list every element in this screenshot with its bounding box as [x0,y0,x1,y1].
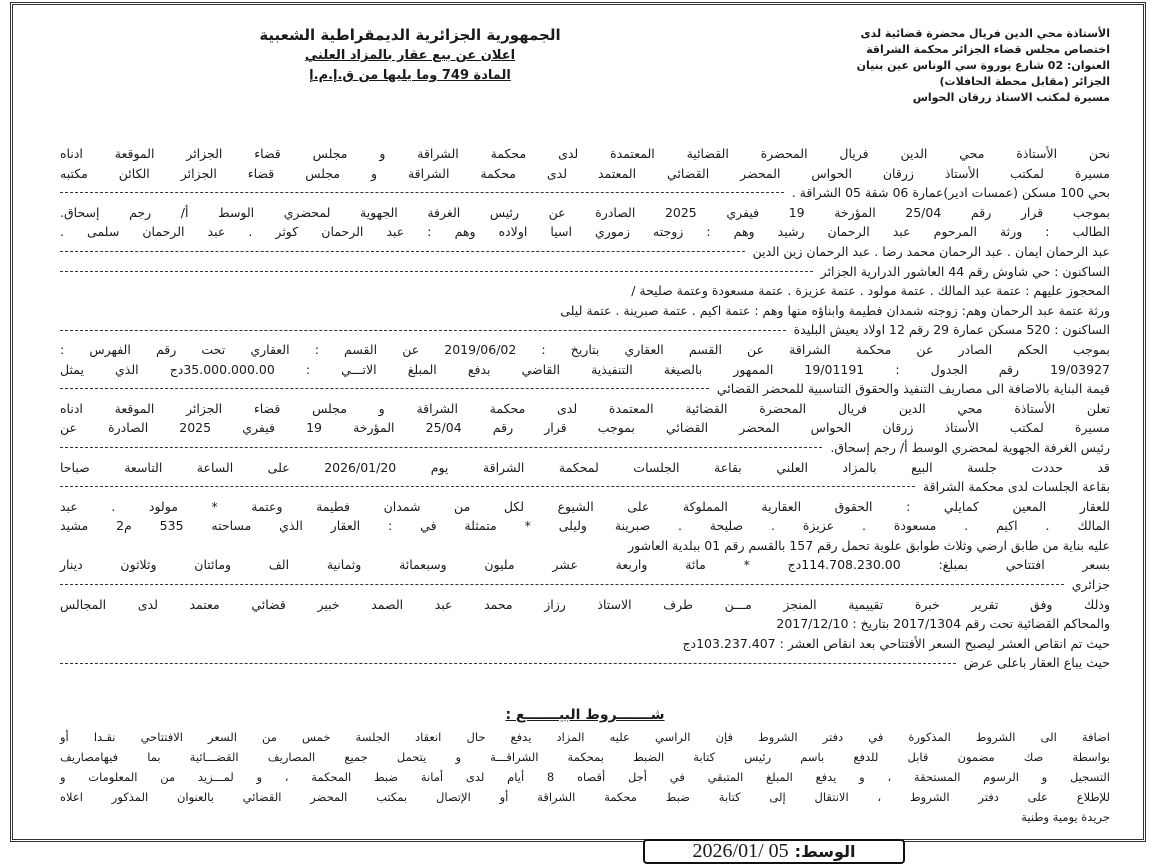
office-line: مسيرة لمكتب الاستاذ زرقان الحواس [912,91,1110,104]
reduced-price-line: حيث تم انقاص العشر ليصبح السعر الأفتتاحي بعد انقاص العشر : 103.237.407دج [682,635,1110,651]
body-line: بموجب الحكم الصادر عن محكمة الشراقة عن القسم العقاري بتاريخ : 2019/06/02 عن القسم : العقاري تحت رقم الفهرس : [60,341,1110,357]
body-line: بموجب قرار رقم 25/04 المؤرخة 19 فيفري 2025 الصادرة عن رئيس الغرفة الجهوية لمحضري الوسط أ/ رجم إسحاق. [60,204,1110,220]
publication-date: 2026/01/ 05 [692,840,789,862]
dash-rule [60,251,745,252]
body-line: عبد الرحمان ايمان . عبد الرحمان محمد رضا . عبد الرحمان زين الدين [60,242,1110,262]
conditions-text [60,727,1110,827]
republic-title: الجمهورية الجزائرية الديمقراطية الشعبية [259,26,561,44]
notice-title: اعلان عن بيع عقار بالمزاد العلني [304,48,516,63]
dash-rule [60,271,813,272]
body-line: مسيرة لمكتب الأستاذ زرقان الحواس المحضر القضائي المعتمد لدى محكمة الشراقة و مجلس قضاء الجزائر الكائن مكتبه [60,165,1110,181]
condition-line: اضافة الى الشروط المذكورة في دفتر الشروط فإن الراسي عليه المزاد يدفع حال انعقاد الجلسة خمس من السعر الافتتاحي نقـدا أو [60,730,1110,745]
body-line: المالك . اكيم . مسعودة . عزيزة . صليحة . صبرينة وليلى * متمثلة في : العقار الذي مساحته 535 م2 مشيد [60,518,1111,534]
dash-rule [60,388,709,389]
body-line: جزائري [60,575,1110,595]
dash-rule [60,192,784,193]
dash-rule [60,584,1064,585]
office-line: العنوان: 02 شارع بوروة سي الوناس عين بنيان [856,59,1110,72]
body-line: مسيرة لمكتب الأستاذ زرقان الحواس المحضر القضائي بموجب قرار رقم 25/04 المؤرخة 19 فيفري 2025 الصادرة عن [60,420,1110,436]
conditions-heading: شـــــــروط البيـــــــع : [505,707,665,724]
condition-line: التسجيل و الرسوم المستحقة ، و يدفع المبلغ المتبقي في أجل أقصاه 8 أيام لدى أمانة ضبط المحكمة ، و لمـــزيد من المعلومات و [60,770,1110,785]
body-line: بحي 100 مسكن (عمسات ادير)عمارة 06 شقة 05 الشراقة . [60,183,1110,203]
body-line: حيث يباع العقار باعلى عرض [60,653,1110,673]
condition-line: للإطلاع على دفتر الشروط ، الانتقال إلى كتابة ضبط محكمة الشراقة أو الإتصال بمكتب المحضر القضائي بالعنوان المذكور اعلاه [60,790,1110,805]
dash-rule [60,663,956,664]
office-line: الجزائر (مقابل محطة الحافلات) [939,75,1110,88]
dash-rule [60,447,822,448]
body-line: قيمة البناية بالاضافة الى مصاريف التنفيذ والحقوق التناسبية للمحضر القضائي [60,379,1110,399]
body-line: عليه بناية من طابق ارضي وثلاث طوابق علوية تحمل رقم 157 بالقسم رقم 01 ببلدية العاشور [628,537,1110,553]
body-line: الساكنون : 520 مسكن عمارة 29 رقم 12 اولاد يعيش البليدة [60,320,1110,340]
body-line: نحن الأستاذة محي الدين فريال المحضرة القضائية المعتمدة لدى محكمة الشراقة و مجلس قضاء الجزائر الموقعة ادناه [60,146,1110,161]
body-line: ورثة عتمة عبد الرحمان وهم: زوجته شمدان فطيمة وابناؤه منها وهم : عتمة اكيم . عتمة صبرينة . عتمة ليلى [560,302,1110,318]
notice-header [200,24,620,86]
legal-article: المادة 749 وما يليها من ق.إ.م.إ [309,68,511,83]
defendants-line: المحجوز عليهم : عتمة عبد المالك . عتمة مولود . عتمة عزيزة . عتمة مسعودة وعتمة صليحة / [631,283,1110,299]
auction-date-line: قد حددت جلسة البيع بالمزاد العلني بقاعة الجلسات لمحكمة الشراقة يوم 2026/01/20 على الساعة التاسعة صباحا [60,459,1110,475]
office-line: الأستاذة محي الدين فريال محضرة قضائية لدى [860,27,1110,40]
starting-price-line: بسعر افتتاحي بمبلغ: 114.708.230.00دج * مائة واربعة عشر مليون وسبعمائة وثمانية الف ومائتان وثلاثون دينار [60,557,1110,573]
office-line: اختصاص مجلس قضاء الجزائر محكمة الشراقة [866,43,1110,56]
notice-body [60,144,1110,827]
body-line: الساكنون : حي شاوش رقم 44 العاشور الدرارية الجزائر [60,262,1110,282]
body-line: والمحاكم القضائية تحت رقم 2017/1304 بتاريخ : 2017/12/10 [776,616,1110,632]
bailiff-office-block [735,26,1110,106]
publication-stamp [643,839,905,864]
dash-rule [60,330,786,331]
claimant-line: الطالب : ورثة المرحوم عبد الرحمان رشيد وهم : زوجته زموري اسيا اولاده وهم : عبد الرحمان كوثر . عبد الرحمان سلمى . [60,224,1110,240]
condition-line: بواسطة صك مضمون قابل للدفع باسم رئيس كتابة الضبط بمحكمة الشراقـــة و يتحمل جميع المصاريف القضـــائية بما فيهامصاريف [60,750,1110,765]
body-line: وذلك وفق تقرير خبرة تقييمية المنجز مـــن طرف الاستاذ رزاز محمد عبد الصمد خبير قضائي معتمد لدى المجالس [60,596,1110,612]
condition-line: جريدة يومية وطنية [1021,810,1110,825]
body-line: تعلن الأستاذة محي الدين فريال المحضرة القضائية المعتمدة لدى محكمة الشراقة و مجلس قضاء الجزائر الموقعة ادناه [60,400,1110,416]
newspaper-name: الوسط: [794,842,856,861]
body-line: 19/03927 رقم الجدول : 19/01191 الممهور بالصيغة التنفيذية القاضي بدفع المبلغ الاتـــي : 35.000.000.00دج الذي يمثل [60,361,1110,377]
body-line: رئيس الغرفة الجهوية لمحضري الوسط أ/ رجم إسحاق. [60,438,1110,458]
dash-rule [60,486,915,487]
body-line: بقاعة الجلسات لدى محكمة الشراقة [60,477,1110,497]
body-line: للعقار المعين كمايلي : الحقوق العقارية المملوكة على الشيوع لكل من شمدان فطيمة وعتمة * مولود . عبد [60,498,1110,514]
